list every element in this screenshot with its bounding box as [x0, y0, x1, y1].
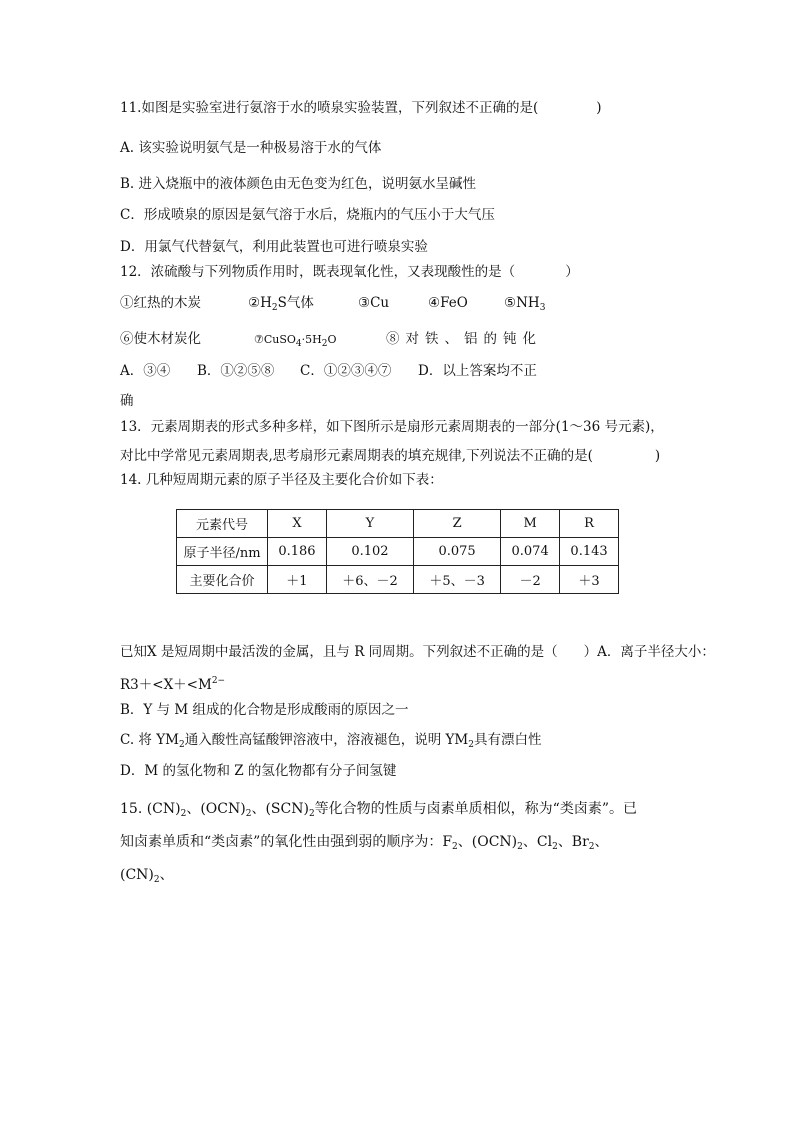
q12-item-5 — [504, 294, 545, 312]
q12-item-7-sub: 4 — [295, 339, 302, 349]
q15-l2-b: 、(OCN) — [457, 834, 518, 850]
q13-line-2-end: ) — [654, 448, 661, 464]
table-row — [177, 566, 619, 594]
q12-option-d-cont: 确 — [120, 393, 134, 409]
q12-item-5-sub: 3 — [539, 303, 546, 313]
table-header-cell: Z — [414, 510, 501, 538]
q15-l2-e: 、 — [594, 834, 609, 850]
table-cell: ＋3 — [560, 566, 619, 594]
q11-option-a: A. 该实验说明氨气是一种极易溶于水的气体 — [120, 140, 382, 156]
q14-option-c-pre: C. 将 YM — [120, 732, 179, 748]
q15-l2-a-sub: 2 — [452, 842, 458, 852]
q12-option-a: A．③④ — [120, 363, 171, 379]
q12-item-2-post: S气体 — [277, 295, 314, 311]
table-header-cell: M — [501, 510, 560, 538]
table-cell: 0.075 — [414, 538, 501, 566]
q15-l2-c: 、Cl — [522, 834, 553, 850]
q14-option-d: D．M 的氢化物和 Z 的氢化物都有分子间氢键 — [120, 763, 397, 779]
q15-l2-c-sub: 2 — [552, 842, 558, 852]
table-cell: 0.186 — [268, 538, 327, 566]
table-cell: ＋1 — [268, 566, 327, 594]
q15-l2-a: 知卤素单质和“类卤素”的氧化性由强到弱的顺序为：F — [120, 834, 453, 850]
table-cell: 0.102 — [326, 538, 413, 566]
table-cell: 0.074 — [501, 538, 560, 566]
q15-l1-c: 、(SCN) — [251, 801, 309, 817]
q15-l3-a: (CN) — [120, 867, 154, 883]
table-header-cell: 元素代号 — [177, 510, 268, 538]
q12-item-6: ⑥使木材炭化 — [120, 331, 201, 347]
q13-line-2 — [120, 447, 660, 465]
q12-stem-end: ） — [565, 264, 579, 280]
q12-item-8: ⑧对铁、铝的钝化 — [386, 331, 542, 347]
q12-stem — [120, 263, 579, 281]
table-cell: 原子半径/nm — [177, 538, 268, 566]
q11-stem-end: ) — [596, 100, 602, 116]
q12-option-c: C．①②③④⑦ — [300, 363, 392, 379]
q12-option-b: B．①②⑤⑧ — [197, 363, 275, 379]
table-header-cell: R — [560, 510, 619, 538]
q14-option-a-sup: 2− — [211, 676, 226, 686]
q12-item-1: ①红热的木炭 — [120, 295, 201, 311]
q14-table — [176, 509, 619, 594]
table-cell: 0.143 — [560, 538, 619, 566]
q11-stem-text: 11.如图是实验室进行氨溶于水的喷泉实验装置，下列叙述不正确的是( — [120, 100, 539, 116]
q12-item-3: ③Cu — [358, 295, 390, 311]
q15-l1-b-sub: 2 — [245, 809, 252, 819]
q14-option-c-post: 具有漂白性 — [473, 732, 542, 748]
q12-item-7-pre: ⑦CuSO — [254, 333, 296, 346]
q12-item-7-sub2: 2 — [321, 339, 328, 349]
q15-l3-b: 、 — [159, 867, 174, 883]
q12-item-2-pre: ②H — [248, 295, 272, 311]
q15-l1-a: 15. (CN) — [120, 801, 181, 817]
q12-item-5-pre: ⑤NH — [504, 295, 540, 311]
table-cell: －2 — [501, 566, 560, 594]
q15-l1-c-sub: 2 — [308, 809, 315, 819]
q11-option-b: B. 进入烧瓶中的液体颜色由无色变为红色，说明氨水呈碱性 — [120, 176, 477, 192]
q12-stem-text: 12．浓硫酸与下列物质作用时，既表现氧化性，又表现酸性的是（ — [120, 264, 516, 280]
table-cell: ＋6、－2 — [326, 566, 413, 594]
q15-l2-d: 、Br — [557, 834, 589, 850]
q14-option-a-text: R3＋<X＋<M — [120, 677, 212, 693]
q14-option-b: B．Y 与 M 组成的化合物是形成酸雨的原因之一 — [120, 702, 409, 718]
q15-l2-b-sub: 2 — [517, 842, 523, 852]
table-header-cell: X — [268, 510, 327, 538]
q12-option-d: D．以上答案均不正 — [418, 363, 537, 379]
q14-known-text: 已知X 是短周期中最活泼的金属，且与 R 同周期。下列叙述不正确的是（ — [120, 644, 558, 660]
q15-line-2 — [120, 833, 609, 851]
q14-known — [120, 643, 715, 661]
q12-item-4: ④FeO — [428, 295, 468, 311]
q14-option-c-sub: 2 — [178, 740, 185, 750]
q12-item-2 — [248, 294, 314, 312]
q14-option-a — [120, 676, 225, 694]
table-cell: ＋5、－3 — [414, 566, 501, 594]
table-cell: 主要化合价 — [177, 566, 268, 594]
q12-item-7-post: ·5H — [301, 333, 322, 346]
q12-item-2-sub: 2 — [271, 303, 278, 313]
q12-item-7-end: O — [327, 333, 337, 346]
q13-line-2-text: 对比中学常见元素周期表,思考扇形元素周期表的填充规律,下列说法不正确的是( — [120, 448, 593, 464]
q12-item-7 — [254, 331, 337, 349]
q14-stem: 14. 几种短周期元素的原子半径及主要化合价如下表： — [120, 472, 443, 488]
q11-stem — [120, 99, 602, 117]
q15-l1-d: 等化合物的性质与卤素单质相似，称为“类卤素”。已 — [314, 801, 637, 817]
q15-l1-b: 、(OCN) — [186, 801, 246, 817]
q15-l3-a-sub: 2 — [153, 875, 160, 885]
q15-line-3 — [120, 866, 174, 884]
q15-l2-d-sub: 2 — [588, 842, 595, 852]
q11-option-c: C．形成喷泉的原因是氨气溶于水后，烧瓶内的气压小于大气压 — [120, 207, 495, 223]
table-row — [177, 538, 619, 566]
q11-option-d: D．用氯气代替氨气，利用此装置也可进行喷泉实验 — [120, 239, 428, 255]
q14-option-c-sub2: 2 — [468, 740, 474, 750]
table-header-row — [177, 510, 619, 538]
q15-line-1 — [120, 800, 637, 818]
table-header-cell: Y — [326, 510, 413, 538]
q14-known-end: ）A．离子半径大小： — [583, 644, 715, 660]
q13-line-1: 13．元素周期表的形式多种多样，如下图所示是扇形元素周期表的一部分(1～36 号元素)， — [120, 419, 664, 435]
q14-option-c-mid: 通入酸性高锰酸钾溶液中，溶液褪色，说明 YM — [184, 732, 469, 748]
q14-option-c — [120, 731, 541, 749]
q15-l1-a-sub: 2 — [180, 809, 187, 819]
